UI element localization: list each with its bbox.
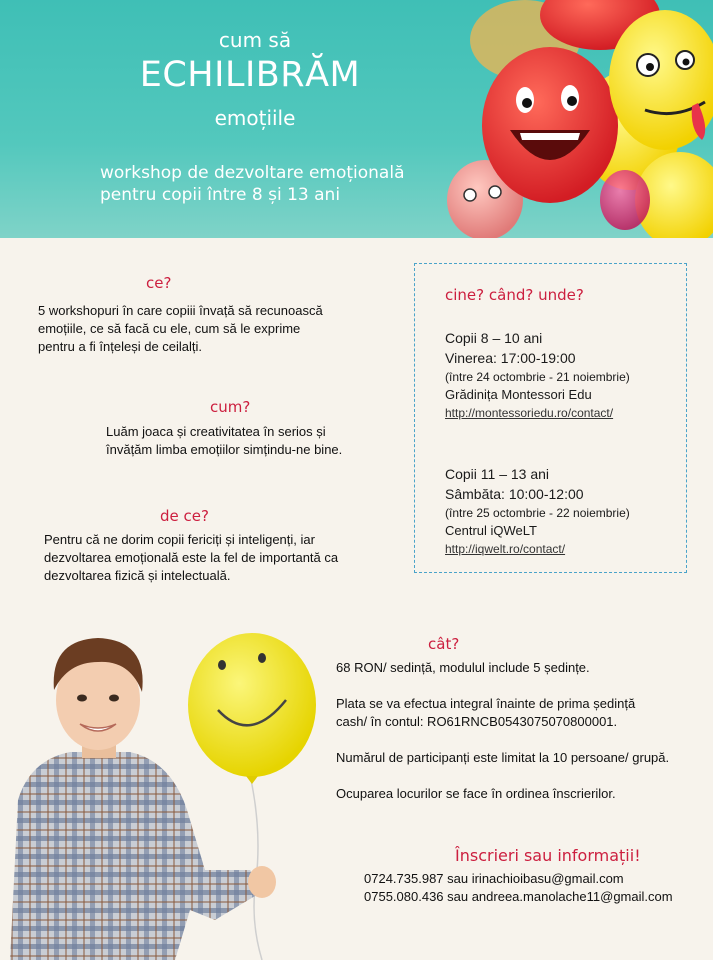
balloon-magenta	[600, 170, 650, 230]
why-line: dezvoltarea emoțională este la fel de importantă ca	[44, 550, 339, 565]
header-subtitle-line1: workshop de dezvoltare emoțională	[100, 163, 405, 183]
header-line3: emoțiile	[214, 106, 296, 130]
schedule-box	[414, 263, 687, 573]
iqwelt-link[interactable]: http://iqwelt.ro/contact/	[445, 542, 566, 556]
what-text	[38, 302, 398, 356]
why-line: Pentru că ne dorim copii fericiți și inteligenți, iar	[44, 532, 315, 547]
price-text	[336, 659, 706, 803]
contact-heading: Înscrieri sau informații!	[455, 846, 641, 865]
why-heading: de ce?	[160, 507, 209, 525]
how-heading: cum?	[210, 398, 251, 416]
how-text	[106, 423, 406, 459]
group-dates: (între 25 octombrie - 22 noiembrie)	[445, 506, 630, 520]
boy-with-balloon-photo	[0, 620, 320, 960]
group-dates: (între 24 octombrie - 21 noiembrie)	[445, 370, 630, 384]
group-venue: Grădinița Montessori Edu	[445, 387, 592, 402]
contact-line1: 0724.735.987 sau irinachioibasu@gmail.com	[364, 871, 624, 886]
group-venue: Centrul iQWeLT	[445, 523, 537, 538]
group-age: Copii 11 – 13 ani	[445, 466, 550, 482]
why-line: dezvoltarea fizică și intelectuală.	[44, 568, 231, 583]
price-p2-line1: Plata se va efectua integral înainte de prima ședință	[336, 696, 636, 711]
what-heading: ce?	[146, 274, 172, 292]
group-age: Copii 8 – 10 ani	[445, 330, 543, 346]
contact-line2: 0755.080.436 sau andreea.manolache11@gmail.com	[364, 889, 673, 904]
what-line: emoțiile, ce să facă cu ele, cum să le exprime	[38, 321, 301, 336]
boy-hand	[248, 866, 276, 898]
group-day: Vinerea: 17:00-19:00	[445, 350, 576, 366]
price-p2-line2: cash/ în contul: RO61RNCB0543075070800001.	[336, 714, 618, 729]
header-line1: cum să	[218, 28, 292, 52]
balloons-illustration	[440, 0, 713, 238]
group-8-10	[445, 328, 685, 422]
group-11-13	[445, 464, 685, 558]
header-title: ECHILIBRĂM	[139, 55, 361, 95]
schedule-heading: cine? când? unde?	[445, 286, 584, 304]
why-text	[44, 531, 404, 585]
price-p3: Numărul de participanți este limitat la 10 persoane/ grupă.	[336, 750, 670, 765]
contact-text	[364, 870, 709, 906]
price-p4: Ocuparea locurilor se face în ordinea înscrierilor.	[336, 786, 616, 801]
boy-shirt	[10, 752, 265, 960]
header-subtitle	[100, 162, 460, 206]
price-heading: cât?	[428, 635, 460, 653]
header-subtitle-line2: pentru copii între 8 și 13 ani	[100, 185, 341, 205]
how-line: învățăm limba emoțiilor simțindu-ne bine.	[106, 442, 343, 457]
montessori-link[interactable]: http://montessoriedu.ro/contact/	[445, 406, 614, 420]
price-p1: 68 RON/ sedință, modulul include 5 ședințe.	[336, 660, 590, 675]
header-banner	[0, 0, 713, 238]
balloon-red-smiley	[482, 47, 618, 203]
what-line: pentru a fi înțeleși de ceilalți.	[38, 339, 203, 354]
what-line: 5 workshopuri în care copiii învață să recunoască	[38, 303, 323, 318]
group-day: Sâmbăta: 10:00-12:00	[445, 486, 584, 502]
how-line: Luăm joaca și creativitatea în serios și	[106, 424, 326, 439]
smiley-balloon	[188, 633, 316, 777]
